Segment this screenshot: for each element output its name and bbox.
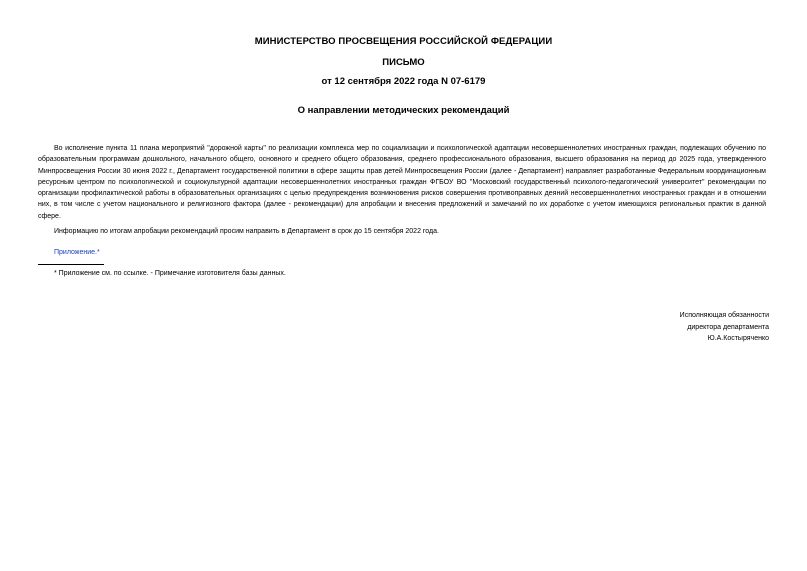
signature-position-line: Исполняющая обязанности	[679, 312, 769, 319]
document-type: ПИСЬМО	[382, 57, 425, 68]
footnote-text: * Приложение см. по ссылке. - Примечание изготовителя базы данных.	[54, 270, 286, 277]
signature-block	[569, 310, 769, 345]
document-subject: О направлении методических рекомендаций	[297, 105, 510, 116]
document-date-number: от 12 сентября 2022 года N 07-6179	[321, 76, 486, 87]
signature-name: Ю.А.Костыряченко	[707, 335, 769, 342]
attachment-link[interactable]: Приложение.*	[54, 249, 100, 256]
body-paragraph-main: Во исполнение пункта 11 плана мероприятий "дорожной карты" по реализации комплекса мер по социализации и психологической адаптации несовершеннолетних иностранных граждан, подлежащих обучению по образовательным программам дошкольного, начального общего, основного и среднего общего образования, среднего профессионального образования, высшего образования на период до 2025 года, утвержденного Минпросвещения России 30 июня 2022 г., Департамент государственной политики в сфере защиты прав детей Минпросвещения России (далее - Департамент) направляет разработанные Федеральным координационным ресурсным центром по психологической и социокультурной адаптации несовершеннолетних иностранных граждан ФГБОУ ВО "Московский государственный психолого-педагогический университет" рекомендации по организации профилактической работы в образовательных организациях с целью предупреждения возникновения рисков совершения противоправных деяний несовершеннолетних иностранных граждан и в отношении них, в том числе с учетом национального и религиозного фактора (далее - рекомендации) для апробации и внесения предложений и замечаний по их доработке с учетом имеющихся региональных практик в данной сфере.	[38, 145, 766, 220]
body-paragraph-info: Информацию по итогам апробации рекомендаций просим направить в Департамент в срок до 15 сентября 2022 года.	[54, 228, 439, 235]
footnote-divider	[38, 264, 104, 265]
ministry-name: МИНИСТЕРСТВО ПРОСВЕЩЕНИЯ РОССИЙСКОЙ ФЕДЕРАЦИИ	[254, 36, 553, 47]
signature-department-line: директора департамента	[687, 323, 769, 331]
